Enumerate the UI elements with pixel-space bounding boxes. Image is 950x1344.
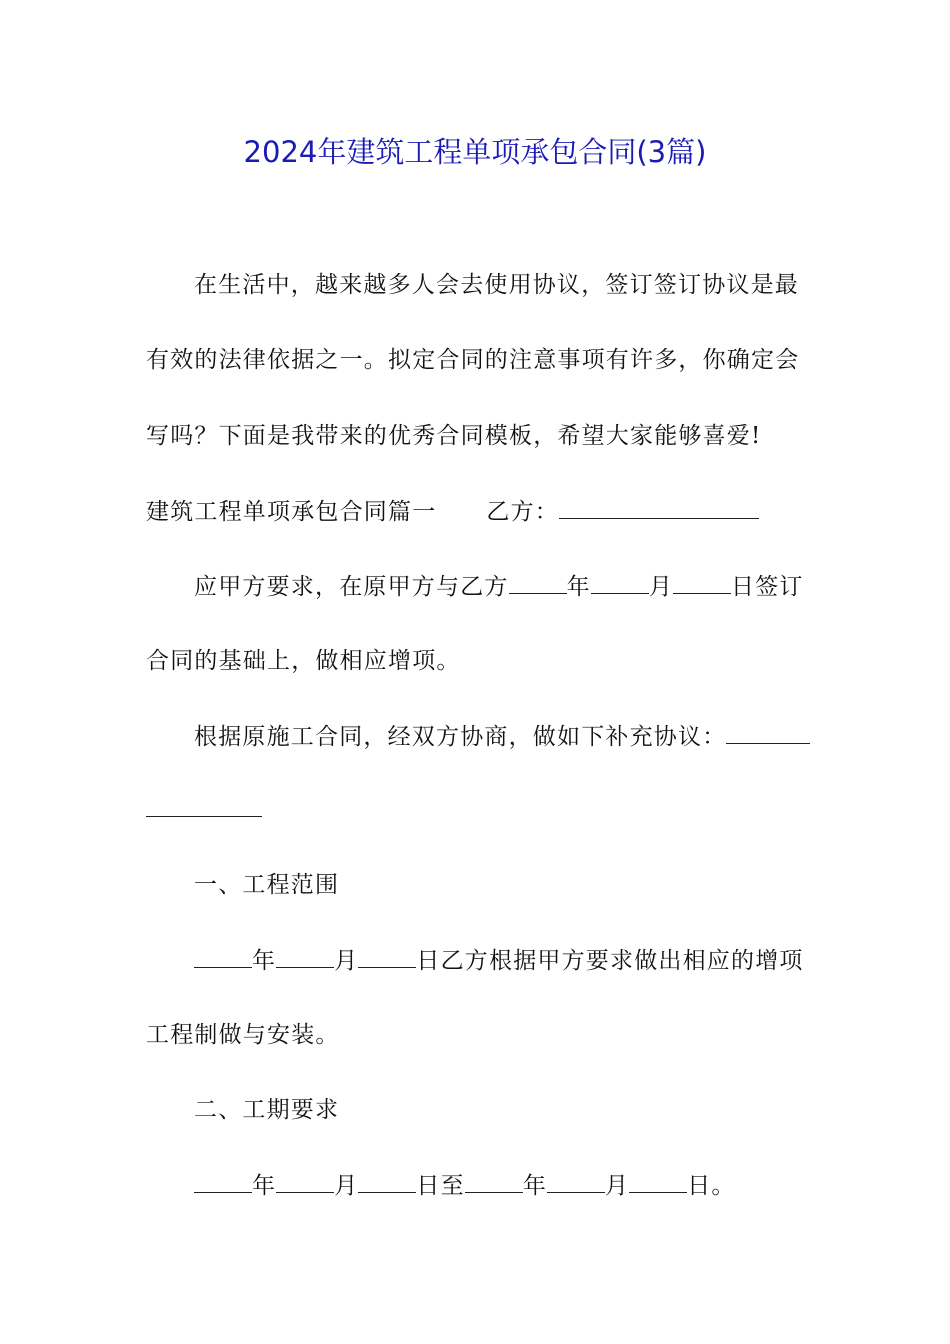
item1-text: 日乙方根据甲方要求做出相应的增项 [416,948,804,974]
day-sign-label: 日签订 [731,574,804,600]
blank-month [276,945,334,968]
party-b-label: 乙方： [486,499,560,525]
blank-month [591,571,649,594]
year-label: 年 [566,574,591,600]
blank-day [673,571,731,594]
month-label: 月 [648,574,674,600]
intro-line-2: 有效的法律依据之一。拟定合同的注意事项有许多，你确定会 [146,347,800,373]
request-line-1 [194,571,804,602]
blank-month [276,1170,334,1193]
blank-day [358,945,416,968]
section-heading-row [146,496,759,527]
request-text: 应甲方要求，在原甲方与乙方 [194,574,509,600]
blank-year [194,945,252,968]
item1-heading: 一、工程范围 [194,872,340,898]
section-heading: 建筑工程单项承包合同篇一 [146,499,437,525]
intro-line-1: 在生活中，越来越多人会去使用协议，签订签订协议是最 [194,272,799,298]
day-to-label: 日至 [416,1173,465,1199]
document-title: 2024年建筑工程单项承包合同(3篇) [243,135,707,169]
month-label: 月 [334,948,359,974]
blank-year-2 [465,1170,523,1193]
item1-line-1 [194,945,804,976]
blank-day [358,1170,416,1193]
supplement-line [194,721,810,752]
item2-heading: 二、工期要求 [194,1097,340,1123]
blank-year [509,571,567,594]
month-label-2: 月 [605,1173,630,1199]
blank-year [194,1170,252,1193]
party-b-blank [559,496,759,519]
blank-month-2 [547,1170,605,1193]
year-label-2: 年 [522,1173,548,1199]
year-label: 年 [252,948,277,974]
item2-line-1 [194,1170,736,1201]
month-label: 月 [334,1173,359,1199]
blank-day-2 [629,1170,687,1193]
supplement-blank-2 [146,816,262,817]
item1-line-2: 工程制做与安装。 [146,1022,340,1048]
supplement-blank-1 [726,721,810,744]
supplement-text: 根据原施工合同，经双方协商，做如下补充协议： [194,724,727,750]
request-line-2: 合同的基础上，做相应增项。 [146,648,461,674]
year-label: 年 [252,1173,277,1199]
day-end-label: 日。 [687,1173,736,1199]
intro-line-3: 写吗？下面是我带来的优秀合同模板，希望大家能够喜爱! [146,423,762,449]
